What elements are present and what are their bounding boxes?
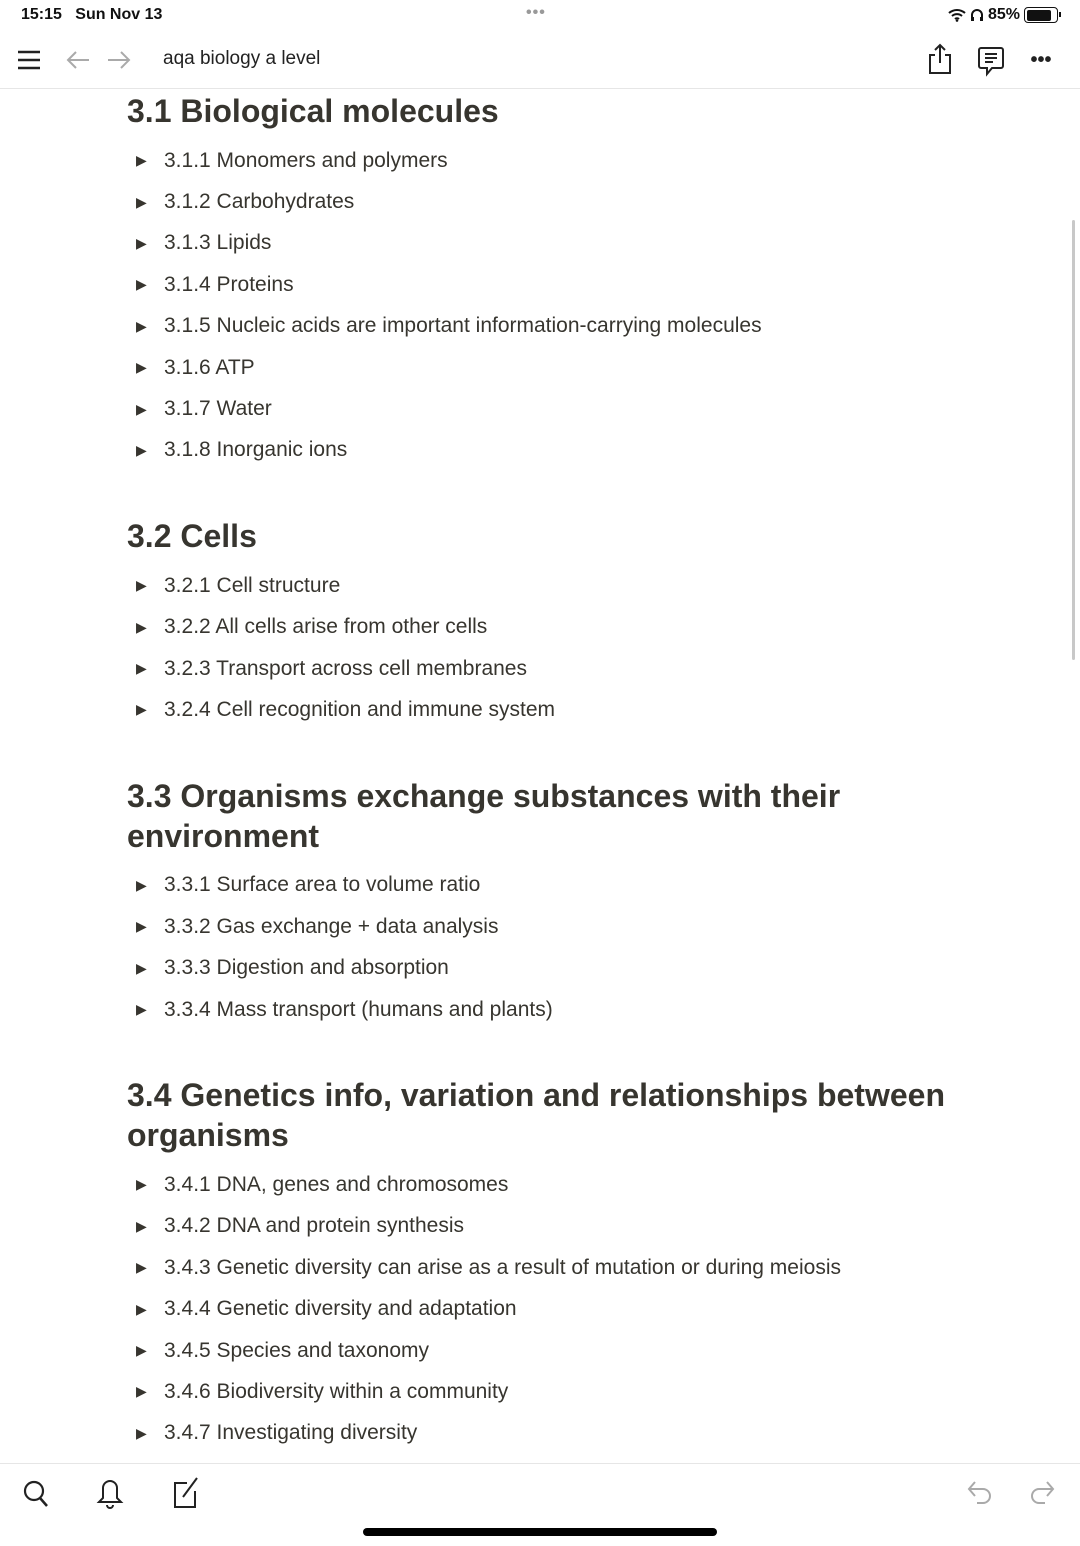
toggle-triangle-icon[interactable]: ▶ — [136, 701, 147, 718]
search-icon[interactable] — [20, 1478, 52, 1510]
battery-icon — [1024, 7, 1058, 23]
toggle-triangle-icon[interactable]: ▶ — [136, 1001, 147, 1018]
toggle-label: 3.1.3 Lipids — [164, 231, 272, 255]
bell-icon[interactable] — [94, 1477, 126, 1511]
toggle-triangle-icon[interactable]: ▶ — [136, 918, 147, 935]
toggle-triangle-icon[interactable]: ▶ — [136, 1383, 147, 1400]
toggle-label: 3.4.3 Genetic diversity can arise as a result of mutation or during meiosis — [164, 1255, 841, 1279]
toggle-item[interactable] — [127, 1371, 1080, 1412]
toggle-triangle-icon[interactable]: ▶ — [136, 1342, 147, 1358]
toggle-triangle-icon[interactable]: ▶ — [136, 1259, 147, 1276]
back-arrow-icon[interactable] — [64, 48, 92, 72]
toggle-label: 3.3.1 Surface area to volume ratio — [164, 873, 481, 897]
toggle-label: 3.4.2 DNA and protein synthesis — [164, 1214, 465, 1238]
toggle-item[interactable] — [127, 430, 1080, 471]
comments-icon[interactable] — [975, 44, 1007, 78]
wifi-icon — [948, 8, 966, 22]
section-heading: 3.1 Biological molecules — [127, 93, 499, 129]
toggle-triangle-icon[interactable]: ▶ — [136, 276, 147, 293]
toggle-triangle-icon[interactable]: ▶ — [136, 660, 147, 677]
toggle-item[interactable] — [127, 347, 1080, 388]
toggle-triangle-icon[interactable]: ▶ — [136, 1300, 147, 1317]
toggle-item[interactable] — [127, 989, 1080, 1030]
toggle-label: 3.1.8 Inorganic ions — [164, 438, 348, 462]
toggle-triangle-icon[interactable]: ▶ — [136, 1217, 147, 1234]
toggle-item[interactable] — [127, 689, 1080, 730]
forward-arrow-icon[interactable] — [105, 48, 133, 72]
toggle-item[interactable] — [127, 906, 1080, 947]
toggle-label: 3.3.4 Mass transport (humans and plants) — [164, 997, 553, 1021]
toggle-triangle-icon[interactable]: ▶ — [136, 441, 147, 458]
toggle-item[interactable] — [127, 1247, 1080, 1288]
toggle-label: 3.4.6 Biodiversity within a community — [164, 1379, 509, 1403]
toggle-label: 3.3.2 Gas exchange + data analysis — [164, 914, 499, 938]
toggle-triangle-icon[interactable]: ▶ — [136, 234, 147, 251]
toggle-triangle-icon[interactable]: ▶ — [136, 959, 147, 976]
toggle-item[interactable] — [127, 648, 1080, 689]
toggle-label: 3.4.5 Species and taxonomy — [164, 1338, 430, 1362]
status-bar — [0, 0, 1080, 32]
toggle-item[interactable] — [127, 607, 1080, 648]
section-heading: 3.4 Genetics info, variation and relationships between organisms — [127, 1077, 945, 1154]
toggle-item[interactable] — [127, 140, 1080, 181]
toggle-label: 3.3.3 Digestion and absorption — [164, 956, 449, 980]
redo-icon[interactable] — [1026, 1478, 1058, 1510]
toggle-triangle-icon[interactable]: ▶ — [136, 876, 147, 893]
home-indicator[interactable] — [363, 1528, 717, 1536]
toggle-item[interactable] — [127, 1206, 1080, 1247]
section-3-3 — [0, 776, 1080, 1031]
headphones-icon — [970, 8, 984, 22]
share-icon[interactable] — [926, 42, 954, 76]
toggle-triangle-icon[interactable]: ▶ — [136, 400, 147, 417]
toggle-label: 3.2.2 All cells arise from other cells — [164, 615, 488, 639]
section-heading: 3.2 Cells — [127, 518, 257, 555]
toggle-label: 3.1.6 ATP — [164, 355, 255, 379]
battery-percent: 85% — [987, 6, 1020, 23]
toggle-triangle-icon[interactable]: ▶ — [136, 152, 147, 169]
new-page-icon[interactable] — [168, 1476, 202, 1510]
menu-icon[interactable] — [15, 48, 43, 72]
toggle-item[interactable] — [127, 306, 1080, 347]
toggle-triangle-icon[interactable]: ▶ — [136, 1424, 147, 1441]
section-3-4 — [0, 1075, 1080, 1454]
toggle-item[interactable] — [127, 1288, 1080, 1329]
section-3-1 — [0, 91, 1080, 471]
toggle-label: 3.1.4 Proteins — [164, 272, 294, 296]
toggle-item[interactable] — [127, 1330, 1080, 1371]
toggle-label: 3.2.1 Cell structure — [164, 573, 341, 597]
page-breadcrumb-title[interactable]: aqa biology a level — [163, 48, 321, 69]
toggle-label: 3.1.2 Carbohydrates — [164, 190, 355, 214]
toggle-triangle-icon[interactable]: ▶ — [136, 577, 147, 594]
toggle-triangle-icon[interactable]: ▶ — [136, 618, 147, 635]
toggle-label: 3.1.7 Water — [164, 397, 272, 421]
page-content — [0, 90, 1080, 1463]
status-time: 15:15 Sun Nov 13 — [21, 6, 163, 23]
vertical-scrollbar[interactable] — [1072, 220, 1075, 660]
toggle-item[interactable] — [127, 565, 1080, 606]
toggle-item[interactable] — [127, 223, 1080, 264]
toggle-triangle-icon[interactable]: ▶ — [136, 359, 147, 376]
toggle-label: 3.1.5 Nucleic acids are important information-carrying molecules — [164, 314, 762, 338]
toggle-label: 3.2.4 Cell recognition and immune system — [164, 697, 556, 721]
toggle-item[interactable] — [127, 1164, 1080, 1205]
top-toolbar — [0, 32, 1080, 89]
toggle-label: 3.4.1 DNA, genes and chromosomes — [164, 1172, 509, 1196]
toggle-label: 3.1.1 Monomers and polymers — [164, 148, 448, 172]
more-options-icon[interactable]: ••• — [1030, 48, 1052, 71]
toggle-item[interactable] — [127, 947, 1080, 988]
toggle-label: 3.4.7 Investigating diversity — [164, 1421, 418, 1445]
toggle-label: 3.4.4 Genetic diversity and adaptation — [164, 1297, 517, 1321]
toggle-item[interactable] — [127, 388, 1080, 429]
toggle-item[interactable] — [127, 1413, 1080, 1454]
toggle-item[interactable] — [127, 264, 1080, 305]
multitasking-dots-icon[interactable]: ••• — [526, 4, 546, 21]
toggle-item[interactable] — [127, 865, 1080, 906]
undo-icon[interactable] — [964, 1478, 996, 1510]
toggle-triangle-icon[interactable]: ▶ — [136, 317, 147, 334]
toggle-triangle-icon[interactable]: ▶ — [136, 193, 147, 210]
toggle-triangle-icon[interactable]: ▶ — [136, 1176, 147, 1193]
toggle-label: 3.2.3 Transport across cell membranes — [164, 656, 527, 680]
section-3-2 — [0, 516, 1080, 731]
section-heading: 3.3 Organisms exchange substances with their environment — [127, 777, 841, 854]
toggle-item[interactable] — [127, 181, 1080, 222]
